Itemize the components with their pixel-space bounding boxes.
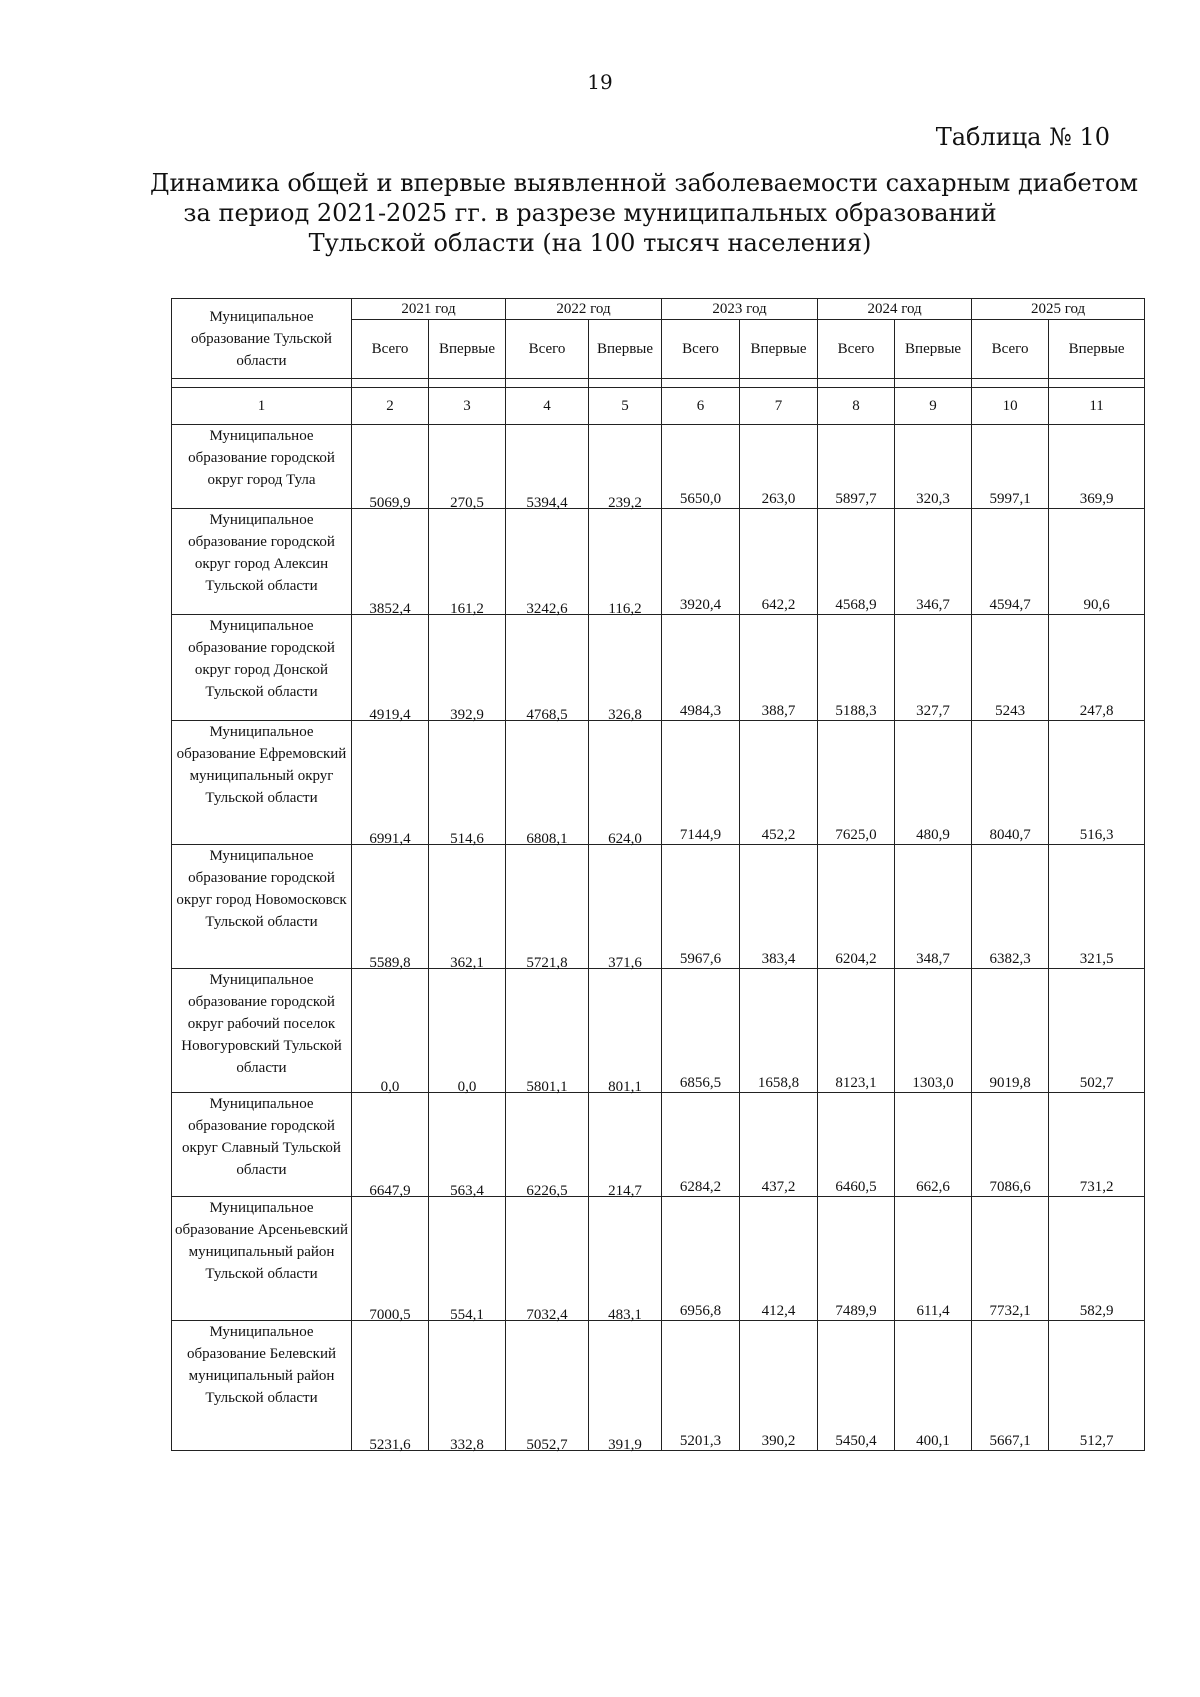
cell-value: 5897,7 bbox=[835, 491, 877, 507]
cell-value: 514,6 bbox=[450, 831, 484, 847]
cell-value: 5243 bbox=[995, 703, 1026, 719]
cell-value: 5394,4 bbox=[526, 495, 568, 511]
value-total-cell bbox=[818, 969, 895, 1093]
value-total-cell bbox=[818, 509, 895, 615]
cell-value: 5997,1 bbox=[989, 491, 1031, 507]
cell-value: 5650,0 bbox=[679, 491, 722, 507]
value-total-cell bbox=[972, 615, 1049, 721]
value-first-cell bbox=[895, 1197, 972, 1321]
subheader-all: Всего bbox=[662, 320, 740, 379]
region-name-cell: Муниципальное образование городской округ город Донской Тульской области bbox=[172, 615, 352, 721]
page-number: 19 bbox=[587, 70, 613, 94]
cell-value: 0,0 bbox=[457, 1079, 477, 1095]
cell-value: 452,2 bbox=[761, 827, 796, 843]
value-first-cell bbox=[589, 721, 662, 845]
spacer-cell bbox=[972, 379, 1049, 388]
cell-value: 247,8 bbox=[1079, 703, 1114, 719]
value-first-cell bbox=[1049, 969, 1145, 1093]
spacer-cell bbox=[589, 379, 662, 388]
value-first-cell bbox=[740, 1093, 818, 1197]
cell-value: 5201,3 bbox=[679, 1433, 722, 1449]
table-row bbox=[172, 509, 1145, 615]
cell-value: 5188,3 bbox=[835, 703, 877, 719]
cell-value: 516,3 bbox=[1079, 827, 1114, 843]
value-total-cell bbox=[352, 845, 429, 969]
value-first-cell bbox=[895, 845, 972, 969]
value-total-cell bbox=[662, 1321, 740, 1451]
value-first-cell bbox=[589, 1197, 662, 1321]
year-header: 2023 год bbox=[662, 299, 818, 320]
cell-value: 624,0 bbox=[608, 831, 642, 847]
value-first-cell bbox=[740, 969, 818, 1093]
region-header: Муниципальное образование Тульской области bbox=[172, 299, 352, 379]
value-first-cell bbox=[429, 509, 506, 615]
value-total-cell bbox=[352, 969, 429, 1093]
region-name-cell: Муниципальное образование городской округ город Новомосковск Тульской области bbox=[172, 845, 352, 969]
table-row bbox=[172, 425, 1145, 509]
year-header: 2021 год bbox=[352, 299, 506, 320]
subheader-first: Впервые bbox=[429, 320, 506, 379]
cell-value: 369,9 bbox=[1079, 491, 1114, 507]
cell-value: 348,7 bbox=[916, 951, 950, 967]
value-total-cell bbox=[352, 425, 429, 509]
cell-value: 6808,1 bbox=[526, 831, 568, 847]
table-row bbox=[172, 969, 1145, 1093]
value-first-cell bbox=[740, 721, 818, 845]
cell-value: 7086,6 bbox=[989, 1179, 1031, 1195]
spacer-cell bbox=[429, 379, 506, 388]
value-total-cell bbox=[506, 509, 589, 615]
cell-value: 437,2 bbox=[761, 1179, 796, 1195]
cell-value: 0,0 bbox=[380, 1079, 400, 1095]
table-row bbox=[172, 1321, 1145, 1451]
value-total-cell bbox=[818, 1093, 895, 1197]
value-total-cell bbox=[972, 509, 1049, 615]
cell-value: 371,6 bbox=[608, 955, 642, 971]
value-first-cell bbox=[1049, 845, 1145, 969]
year-header-row bbox=[172, 299, 1145, 320]
cell-value: 392,9 bbox=[450, 707, 484, 723]
value-first-cell bbox=[1049, 425, 1145, 509]
column-number: 4 bbox=[506, 388, 589, 425]
table-row bbox=[172, 1197, 1145, 1321]
cell-value: 6284,2 bbox=[679, 1179, 722, 1195]
cell-value: 320,3 bbox=[916, 491, 950, 507]
value-first-cell bbox=[429, 425, 506, 509]
column-number: 2 bbox=[352, 388, 429, 425]
cell-value: 270,5 bbox=[450, 495, 484, 511]
value-total-cell bbox=[662, 615, 740, 721]
cell-value: 9019,8 bbox=[989, 1075, 1031, 1091]
table-row bbox=[172, 615, 1145, 721]
region-name-cell: Муниципальное образование Арсеньевский муниципальный район Тульской области bbox=[172, 1197, 352, 1321]
subheader-all: Всего bbox=[818, 320, 895, 379]
value-first-cell bbox=[589, 845, 662, 969]
table-row bbox=[172, 845, 1145, 969]
column-number: 11 bbox=[1049, 388, 1145, 425]
cell-value: 7032,4 bbox=[526, 1307, 568, 1323]
year-header: 2022 год bbox=[506, 299, 662, 320]
value-first-cell bbox=[589, 425, 662, 509]
table-label: Таблица № 10 bbox=[935, 123, 1110, 151]
cell-value: 554,1 bbox=[450, 1307, 484, 1323]
cell-value: 611,4 bbox=[916, 1303, 950, 1319]
cell-value: 4594,7 bbox=[989, 597, 1031, 613]
cell-value: 7144,9 bbox=[679, 827, 722, 843]
value-first-cell bbox=[429, 1197, 506, 1321]
title-line: за период 2021-2025 гг. в разрезе муниципальных образований bbox=[183, 199, 997, 227]
cell-value: 5967,6 bbox=[679, 951, 722, 967]
value-first-cell bbox=[589, 1093, 662, 1197]
cell-value: 731,2 bbox=[1079, 1179, 1114, 1195]
value-first-cell bbox=[1049, 615, 1145, 721]
cell-value: 6460,5 bbox=[835, 1179, 877, 1195]
value-first-cell bbox=[1049, 1321, 1145, 1451]
value-first-cell bbox=[895, 969, 972, 1093]
value-total-cell bbox=[352, 1321, 429, 1451]
cell-value: 582,9 bbox=[1079, 1303, 1114, 1319]
value-first-cell bbox=[895, 1321, 972, 1451]
spacer-cell bbox=[818, 379, 895, 388]
cell-value: 332,8 bbox=[450, 1437, 484, 1453]
cell-value: 483,1 bbox=[608, 1307, 642, 1323]
cell-value: 346,7 bbox=[916, 597, 950, 613]
spacer-cell bbox=[172, 379, 352, 388]
value-first-cell bbox=[895, 1093, 972, 1197]
value-first-cell bbox=[1049, 721, 1145, 845]
cell-value: 400,1 bbox=[916, 1433, 950, 1449]
value-first-cell bbox=[429, 845, 506, 969]
cell-value: 8123,1 bbox=[835, 1075, 877, 1091]
value-total-cell bbox=[818, 845, 895, 969]
document-title bbox=[150, 168, 1139, 258]
value-total-cell bbox=[506, 721, 589, 845]
cell-value: 6226,5 bbox=[526, 1183, 568, 1199]
value-total-cell bbox=[506, 1093, 589, 1197]
value-total-cell bbox=[972, 425, 1049, 509]
cell-value: 362,1 bbox=[450, 955, 484, 971]
subheader-all: Всего bbox=[972, 320, 1049, 379]
cell-value: 383,4 bbox=[761, 951, 796, 967]
region-name-cell: Муниципальное образование городской округ город Тула bbox=[172, 425, 352, 509]
cell-value: 6956,8 bbox=[679, 1303, 722, 1319]
value-total-cell bbox=[506, 969, 589, 1093]
value-total-cell bbox=[662, 509, 740, 615]
title-line: Тульской области (на 100 тысяч населения) bbox=[308, 229, 872, 257]
value-total-cell bbox=[818, 1197, 895, 1321]
value-total-cell bbox=[972, 721, 1049, 845]
value-total-cell bbox=[662, 845, 740, 969]
cell-value: 5801,1 bbox=[526, 1079, 568, 1095]
value-first-cell bbox=[429, 615, 506, 721]
value-first-cell bbox=[429, 1321, 506, 1451]
cell-value: 7732,1 bbox=[989, 1303, 1031, 1319]
cell-value: 662,6 bbox=[916, 1179, 950, 1195]
value-first-cell bbox=[895, 721, 972, 845]
cell-value: 1658,8 bbox=[757, 1075, 800, 1091]
value-first-cell bbox=[429, 969, 506, 1093]
value-total-cell bbox=[352, 509, 429, 615]
value-first-cell bbox=[740, 845, 818, 969]
cell-value: 4984,3 bbox=[679, 703, 722, 719]
spacer-cell bbox=[895, 379, 972, 388]
value-total-cell bbox=[818, 1321, 895, 1451]
value-total-cell bbox=[818, 425, 895, 509]
cell-value: 327,7 bbox=[916, 703, 950, 719]
subheader-all: Всего bbox=[352, 320, 429, 379]
value-total-cell bbox=[662, 1197, 740, 1321]
cell-value: 6204,2 bbox=[835, 951, 877, 967]
cell-value: 3920,4 bbox=[679, 597, 722, 613]
table-row bbox=[172, 1093, 1145, 1197]
value-first-cell bbox=[740, 425, 818, 509]
column-number: 3 bbox=[429, 388, 506, 425]
value-total-cell bbox=[818, 615, 895, 721]
cell-value: 5721,8 bbox=[526, 955, 568, 971]
value-total-cell bbox=[662, 1093, 740, 1197]
cell-value: 4568,9 bbox=[835, 597, 877, 613]
cell-value: 161,2 bbox=[450, 601, 484, 617]
cell-value: 1303,0 bbox=[912, 1075, 954, 1091]
column-number: 8 bbox=[818, 388, 895, 425]
value-total-cell bbox=[352, 615, 429, 721]
value-first-cell bbox=[589, 969, 662, 1093]
cell-value: 480,9 bbox=[916, 827, 950, 843]
column-number: 10 bbox=[972, 388, 1049, 425]
cell-value: 5589,8 bbox=[369, 955, 411, 971]
value-total-cell bbox=[506, 1321, 589, 1451]
value-total-cell bbox=[506, 425, 589, 509]
value-total-cell bbox=[662, 425, 740, 509]
column-number: 1 bbox=[172, 388, 352, 425]
value-total-cell bbox=[352, 721, 429, 845]
value-first-cell bbox=[895, 615, 972, 721]
value-first-cell bbox=[429, 1093, 506, 1197]
table-body bbox=[172, 425, 1145, 1451]
cell-value: 263,0 bbox=[761, 491, 796, 507]
value-total-cell bbox=[662, 721, 740, 845]
spacer-cell bbox=[740, 379, 818, 388]
value-first-cell bbox=[589, 509, 662, 615]
value-first-cell bbox=[1049, 1093, 1145, 1197]
region-name-cell: Муниципальное образование городской округ город Алексин Тульской области bbox=[172, 509, 352, 615]
cell-value: 6991,4 bbox=[369, 831, 411, 847]
value-first-cell bbox=[740, 615, 818, 721]
spacer-cell bbox=[1049, 379, 1145, 388]
column-number: 7 bbox=[740, 388, 818, 425]
value-total-cell bbox=[972, 969, 1049, 1093]
cell-value: 5231,6 bbox=[369, 1437, 411, 1453]
value-first-cell bbox=[740, 1321, 818, 1451]
spacer-cell bbox=[352, 379, 429, 388]
cell-value: 214,7 bbox=[608, 1183, 642, 1199]
cell-value: 390,2 bbox=[761, 1433, 796, 1449]
cell-value: 6382,3 bbox=[989, 951, 1031, 967]
year-header: 2024 год bbox=[818, 299, 972, 320]
subheader-first: Впервые bbox=[589, 320, 662, 379]
cell-value: 5069,9 bbox=[369, 495, 411, 511]
subheader-all: Всего bbox=[506, 320, 589, 379]
year-header: 2025 год bbox=[972, 299, 1145, 320]
cell-value: 5667,1 bbox=[989, 1433, 1031, 1449]
column-number: 6 bbox=[662, 388, 740, 425]
value-total-cell bbox=[506, 1197, 589, 1321]
region-name-cell: Муниципальное образование городской округ рабочий поселок Новогуровский Тульской области bbox=[172, 969, 352, 1093]
value-total-cell bbox=[506, 615, 589, 721]
cell-value: 116,2 bbox=[608, 601, 642, 617]
cell-value: 412,4 bbox=[761, 1303, 796, 1319]
cell-value: 5450,4 bbox=[835, 1433, 877, 1449]
value-first-cell bbox=[589, 1321, 662, 1451]
value-first-cell bbox=[429, 721, 506, 845]
column-number: 9 bbox=[895, 388, 972, 425]
header-spacer bbox=[172, 379, 1145, 388]
cell-value: 388,7 bbox=[761, 703, 796, 719]
cell-value: 239,2 bbox=[608, 495, 642, 511]
value-first-cell bbox=[589, 615, 662, 721]
cell-value: 7625,0 bbox=[835, 827, 877, 843]
value-first-cell bbox=[895, 425, 972, 509]
value-total-cell bbox=[972, 1093, 1049, 1197]
cell-value: 6647,9 bbox=[369, 1183, 411, 1199]
subheader-first: Впервые bbox=[895, 320, 972, 379]
cell-value: 8040,7 bbox=[989, 827, 1031, 843]
cell-value: 563,4 bbox=[450, 1183, 484, 1199]
subheader-first: Впервые bbox=[740, 320, 818, 379]
value-first-cell bbox=[895, 509, 972, 615]
value-total-cell bbox=[972, 1197, 1049, 1321]
value-total-cell bbox=[972, 1321, 1049, 1451]
subheader-first: Впервые bbox=[1049, 320, 1145, 379]
cell-value: 6856,5 bbox=[679, 1075, 722, 1091]
value-total-cell bbox=[352, 1093, 429, 1197]
cell-value: 7000,5 bbox=[369, 1307, 411, 1323]
value-first-cell bbox=[740, 509, 818, 615]
value-total-cell bbox=[972, 845, 1049, 969]
cell-value: 3242,6 bbox=[526, 601, 568, 617]
cell-value: 4768,5 bbox=[526, 707, 568, 723]
cell-value: 90,6 bbox=[1083, 597, 1110, 613]
value-first-cell bbox=[1049, 509, 1145, 615]
column-number-row bbox=[172, 388, 1145, 425]
morbidity-table bbox=[171, 298, 1145, 1451]
value-total-cell bbox=[818, 721, 895, 845]
cell-value: 5052,7 bbox=[526, 1437, 568, 1453]
column-number: 5 bbox=[589, 388, 662, 425]
cell-value: 502,7 bbox=[1079, 1075, 1114, 1091]
cell-value: 326,8 bbox=[608, 707, 642, 723]
value-first-cell bbox=[1049, 1197, 1145, 1321]
cell-value: 512,7 bbox=[1079, 1433, 1114, 1449]
region-name-cell: Муниципальное образование городской округ Славный Тульской области bbox=[172, 1093, 352, 1197]
value-total-cell bbox=[506, 845, 589, 969]
value-total-cell bbox=[352, 1197, 429, 1321]
cell-value: 391,9 bbox=[608, 1437, 642, 1453]
value-first-cell bbox=[740, 1197, 818, 1321]
cell-value: 7489,9 bbox=[835, 1303, 877, 1319]
value-total-cell bbox=[662, 969, 740, 1093]
title-line: Динамика общей и впервые выявленной заболеваемости сахарным диабетом bbox=[150, 169, 1139, 197]
cell-value: 801,1 bbox=[608, 1079, 642, 1095]
region-name-cell: Муниципальное образование Белевский муниципальный район Тульской области bbox=[172, 1321, 352, 1451]
cell-value: 321,5 bbox=[1079, 951, 1114, 967]
spacer-cell bbox=[506, 379, 589, 388]
spacer-cell bbox=[662, 379, 740, 388]
cell-value: 3852,4 bbox=[369, 601, 411, 617]
table-row bbox=[172, 721, 1145, 845]
region-name-cell: Муниципальное образование Ефремовский муниципальный округ Тульской области bbox=[172, 721, 352, 845]
cell-value: 642,2 bbox=[761, 597, 796, 613]
cell-value: 4919,4 bbox=[369, 707, 411, 723]
